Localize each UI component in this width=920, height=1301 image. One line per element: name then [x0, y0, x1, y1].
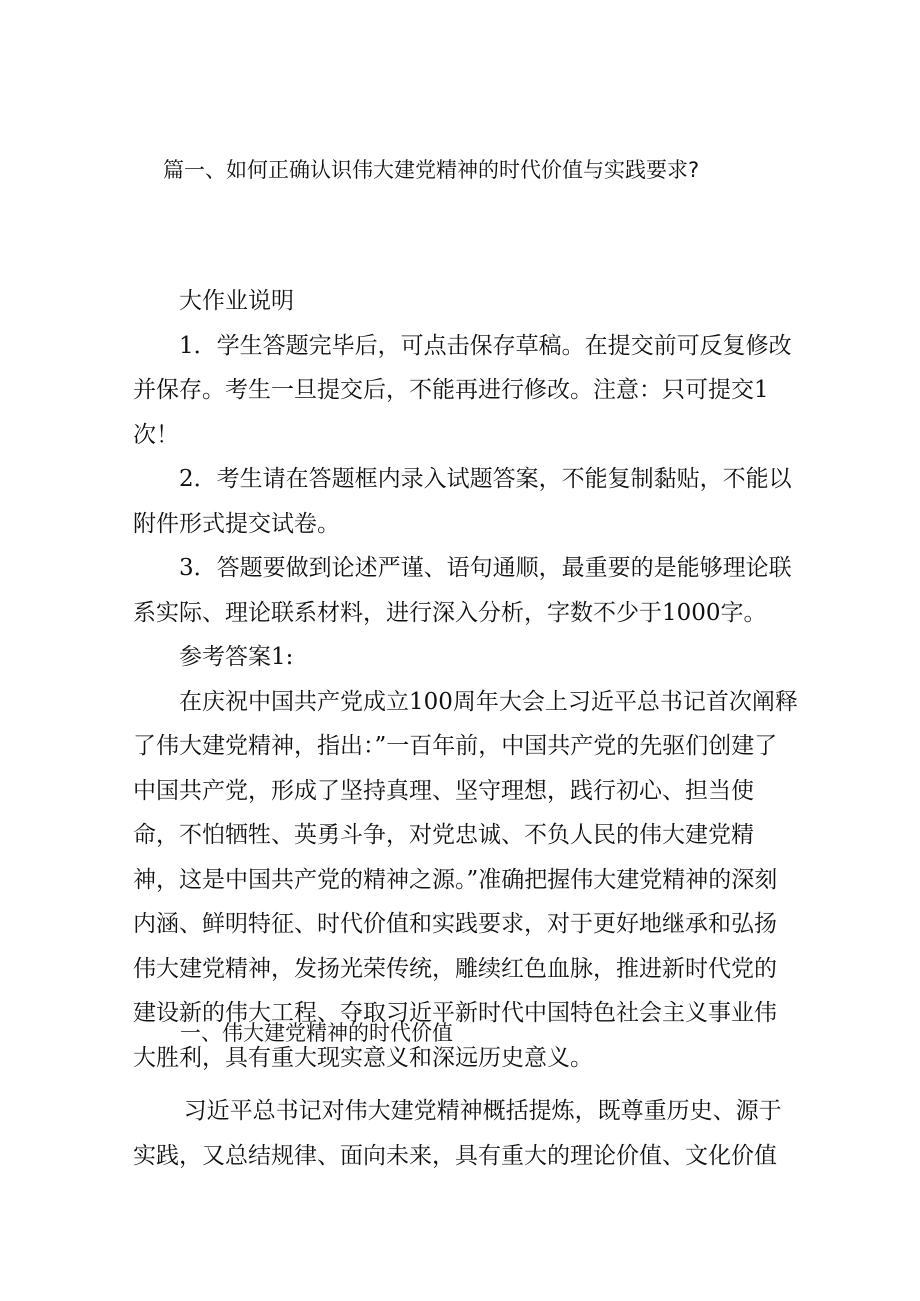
instruction-item-3: 3．答题要做到论述严谨、语句通顺，最重要的是能够理论联系实际、理论联系材料，进行深入分析，字数不少于1000字。	[133, 555, 792, 626]
instruction-item-2: 2．考生请在答题框内录入试题答案，不能复制黏贴，不能以附件形式提交试卷。	[133, 466, 792, 537]
document-body	[133, 279, 798, 1080]
section-body	[133, 1089, 798, 1178]
document-title: 篇一、如何正确认识伟大建党精神的时代价值与实践要求?	[163, 158, 700, 182]
answer-label: 参考答案1:	[179, 644, 294, 670]
instructions-heading: 大作业说明	[179, 288, 294, 314]
instruction-item-1: 1．学生答题完毕后，可点击保存草稿。在提交前可反复修改并保存。考生一旦提交后，不能再进行修改。注意：只可提交1次！	[133, 332, 792, 448]
answer-paragraph: 在庆祝中国共产党成立100周年大会上习近平总书记首次阐释了伟大建党精神，指出：”一百年前，中国共产党的先驱们创建了中国共产党，形成了坚持真理、坚守理想，践行初心、担当使命，不怕牺牲、英勇斗争，对党忠诚、不负人民的伟大建党精神，这是中国共产党的精神之源。”准确把握伟大建党精神的深刻内涵、鲜明特征、时代价值和实践要求，对于更好地继承和弘扬伟大建党精神，发扬光荣传统，雕续红色血脉，推进新时代党的建设新的伟大工程、夺取习近平新时代中国特色社会主义事业伟大胜利，具有重大现实意义和深远历史意义。	[133, 688, 798, 1071]
section-paragraph: 习近平总书记对伟大建党精神概括提炼，既尊重历史、源于实践，又总结规律、面向未来，具有重大的理论价值、文化价值	[133, 1098, 782, 1169]
section-heading: 一、伟大建党精神的时代价值	[180, 1021, 453, 1045]
